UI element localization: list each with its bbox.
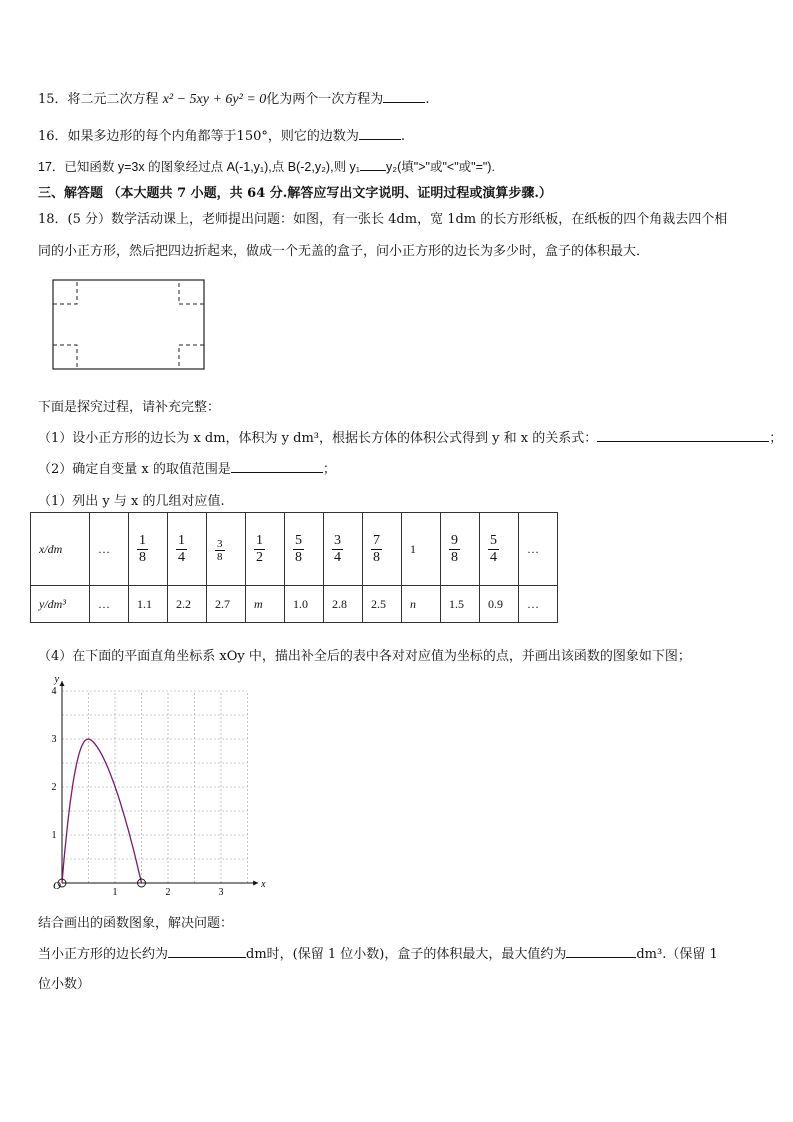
q18-step-1-end: ；: [769, 431, 783, 446]
q17-number: 17．: [38, 160, 65, 174]
q16-answer-blank[interactable]: [359, 127, 401, 140]
cardboard-outline: [53, 280, 204, 369]
table-y-cell: 1.1: [129, 586, 168, 623]
table-x-cell: [90, 513, 129, 586]
q17-suffix: y₂(填">"或"<"或"=").: [386, 160, 495, 174]
table-x-cell: [402, 513, 441, 586]
table-x-value-0: …: [98, 541, 110, 556]
q15-suffix: 化为两个一次方程为: [266, 92, 384, 107]
q18-step-2: [38, 458, 336, 477]
table-x-fraction-10: $\frac{5}{4}$: [490, 532, 497, 565]
table-x-cell: [285, 513, 324, 586]
y-axis-arrow-icon: [60, 681, 65, 686]
y-tick-label: 4: [51, 686, 57, 697]
table-x-cell: [363, 513, 402, 586]
q17-text: 已知函数 y=3x 的图象经过点 A(-1,y₁),点 B(-2,y₂),则 y₁: [64, 160, 361, 174]
table-y-cell: 2.8: [324, 586, 363, 623]
coordinate-graph: [40, 674, 270, 898]
table-y-cell: 2.2: [168, 586, 207, 623]
q18-answer-b: dm时，(保留 1 位小数)，盒子的体积最大，最大值约为: [246, 947, 567, 962]
graph-grid: [62, 691, 248, 883]
function-curve: [62, 739, 142, 883]
y-tick-label: 1: [51, 830, 57, 841]
table-x-fraction-7: $\frac{7}{8}$: [373, 532, 380, 565]
table-y-cell: 2.5: [363, 586, 402, 623]
table-x-fraction-1: $\frac{1}{8}$: [139, 532, 146, 565]
section-3-heading: [38, 182, 552, 201]
q18-answer-a: 当小正方形的边长约为: [38, 947, 169, 962]
q18-answer-c: dm³.（保留 1: [636, 947, 718, 962]
x-axis-arrow-icon: [253, 881, 258, 886]
x-axis-label: x: [261, 879, 266, 890]
q18-step-2-text: （2）确定自变量 x 的取值范围是: [38, 462, 231, 477]
section-3-desc: （本大题共 7 小题，共 64 分.解答应写出文字说明、证明过程或演算步骤.）: [107, 186, 552, 201]
origin-label: O: [53, 880, 61, 892]
q15-answer-blank[interactable]: [383, 90, 425, 103]
table-x-fraction-4: $\frac{1}{2}$: [256, 532, 263, 565]
question-16: [38, 125, 405, 144]
table-y-cell: 0.9: [480, 586, 519, 623]
q18-intro: 下面是探究过程，请补充完整：: [38, 400, 221, 415]
value-table: [30, 512, 558, 623]
table-x-fraction-9: $\frac{9}{8}$: [451, 532, 458, 565]
section-3-title: 三、解答题: [38, 186, 104, 201]
q18-step-1: [38, 427, 782, 446]
q15-number: 15．: [38, 92, 68, 107]
table-x-fraction-6: $\frac{3}{4}$: [334, 532, 341, 565]
table-y-cell: n: [402, 586, 441, 623]
q15-equation: x² − 5xy + 6y² = 0: [162, 92, 267, 107]
table-x-cell: [324, 513, 363, 586]
x-tick-label: 1: [112, 887, 118, 898]
table-y-cell: m: [246, 586, 285, 623]
q18-answer-line: [38, 943, 718, 962]
table-x-cell: [207, 513, 246, 586]
q18-step-2-blank[interactable]: [231, 460, 323, 473]
question-15: [38, 88, 429, 108]
q18-step-4: （4）在下面的平面直角坐标系 xOy 中，描出补全后的表中各对对应值为坐标的点，并画出该函数的图象如下图；: [38, 649, 691, 664]
q18-step-1-blank[interactable]: [597, 429, 769, 442]
q18-answer-d: 位小数）: [38, 977, 91, 992]
table-y-cell: …: [519, 586, 558, 623]
q18-step-2-end: ；: [322, 462, 336, 477]
table-x-fraction-2: $\frac{1}{4}$: [178, 532, 185, 565]
q18-line-2: 同的小正方形，然后把四边折起来，做成一个无盖的盒子，问小正方形的边长为多少时，盒子的体积最大．: [38, 244, 650, 259]
graph-labels: [52, 674, 267, 898]
y-axis-label: y: [54, 674, 59, 685]
q15-end: .: [425, 92, 430, 107]
q18-line-1: 18．(5 分）数学活动课上，老师提出问题：如图，有一张长 4dm，宽 1dm 的长方形纸板，在纸板的四个角裁去四个相: [38, 212, 728, 227]
q18-side-length-blank[interactable]: [168, 945, 246, 958]
table-x-cell: [168, 513, 207, 586]
cardboard-figure: [50, 278, 210, 373]
table-y-cell: 2.7: [207, 586, 246, 623]
q16-text: 如果多边形的每个内角都等于150°，则它的边数为: [67, 129, 359, 144]
x-tick-label: 3: [218, 887, 224, 898]
table-y-label: y/dm³: [31, 586, 90, 623]
table-y-cell: …: [90, 586, 129, 623]
corner-cut-marks: [53, 280, 204, 369]
table-x-cell: [129, 513, 168, 586]
q18-step-1-text: （1）设小正方形的边长为 x dm，体积为 y dm³，根据长方体的体积公式得到 y 和 x 的关系式：: [38, 431, 598, 446]
q18-max-volume-blank[interactable]: [566, 945, 636, 958]
q16-number: 16．: [38, 129, 68, 144]
table-x-label: x/dm: [31, 513, 90, 586]
y-tick-label: 3: [51, 734, 57, 745]
table-x-cell: [519, 513, 558, 586]
table-x-cell: [246, 513, 285, 586]
y-tick-label: 2: [51, 782, 57, 793]
table-x-fraction-5: $\frac{5}{8}$: [295, 532, 302, 565]
q16-end: .: [400, 129, 406, 144]
question-17: [38, 157, 495, 175]
table-x-value-11: …: [527, 541, 539, 556]
table-y-cell: 1.5: [441, 586, 480, 623]
table-x-fraction-3: $\frac{3}{8}$: [217, 537, 223, 563]
table-x-cell: [441, 513, 480, 586]
table-y-cell: 1.0: [285, 586, 324, 623]
q17-answer-blank[interactable]: [360, 158, 386, 171]
q18-conclude: 结合画出的函数图象，解决问题：: [38, 916, 234, 931]
q15-prefix: 将二元二次方程: [67, 92, 159, 107]
table-row-y: [31, 586, 558, 623]
q18-step-3: （1）列出 y 与 x 的几组对应值.: [38, 494, 225, 509]
x-tick-label: 2: [165, 887, 171, 898]
graph-axes: [60, 681, 259, 886]
table-x-value-8: 1: [410, 541, 416, 556]
table-x-cell: [480, 513, 519, 586]
table-row-x: [31, 513, 558, 586]
